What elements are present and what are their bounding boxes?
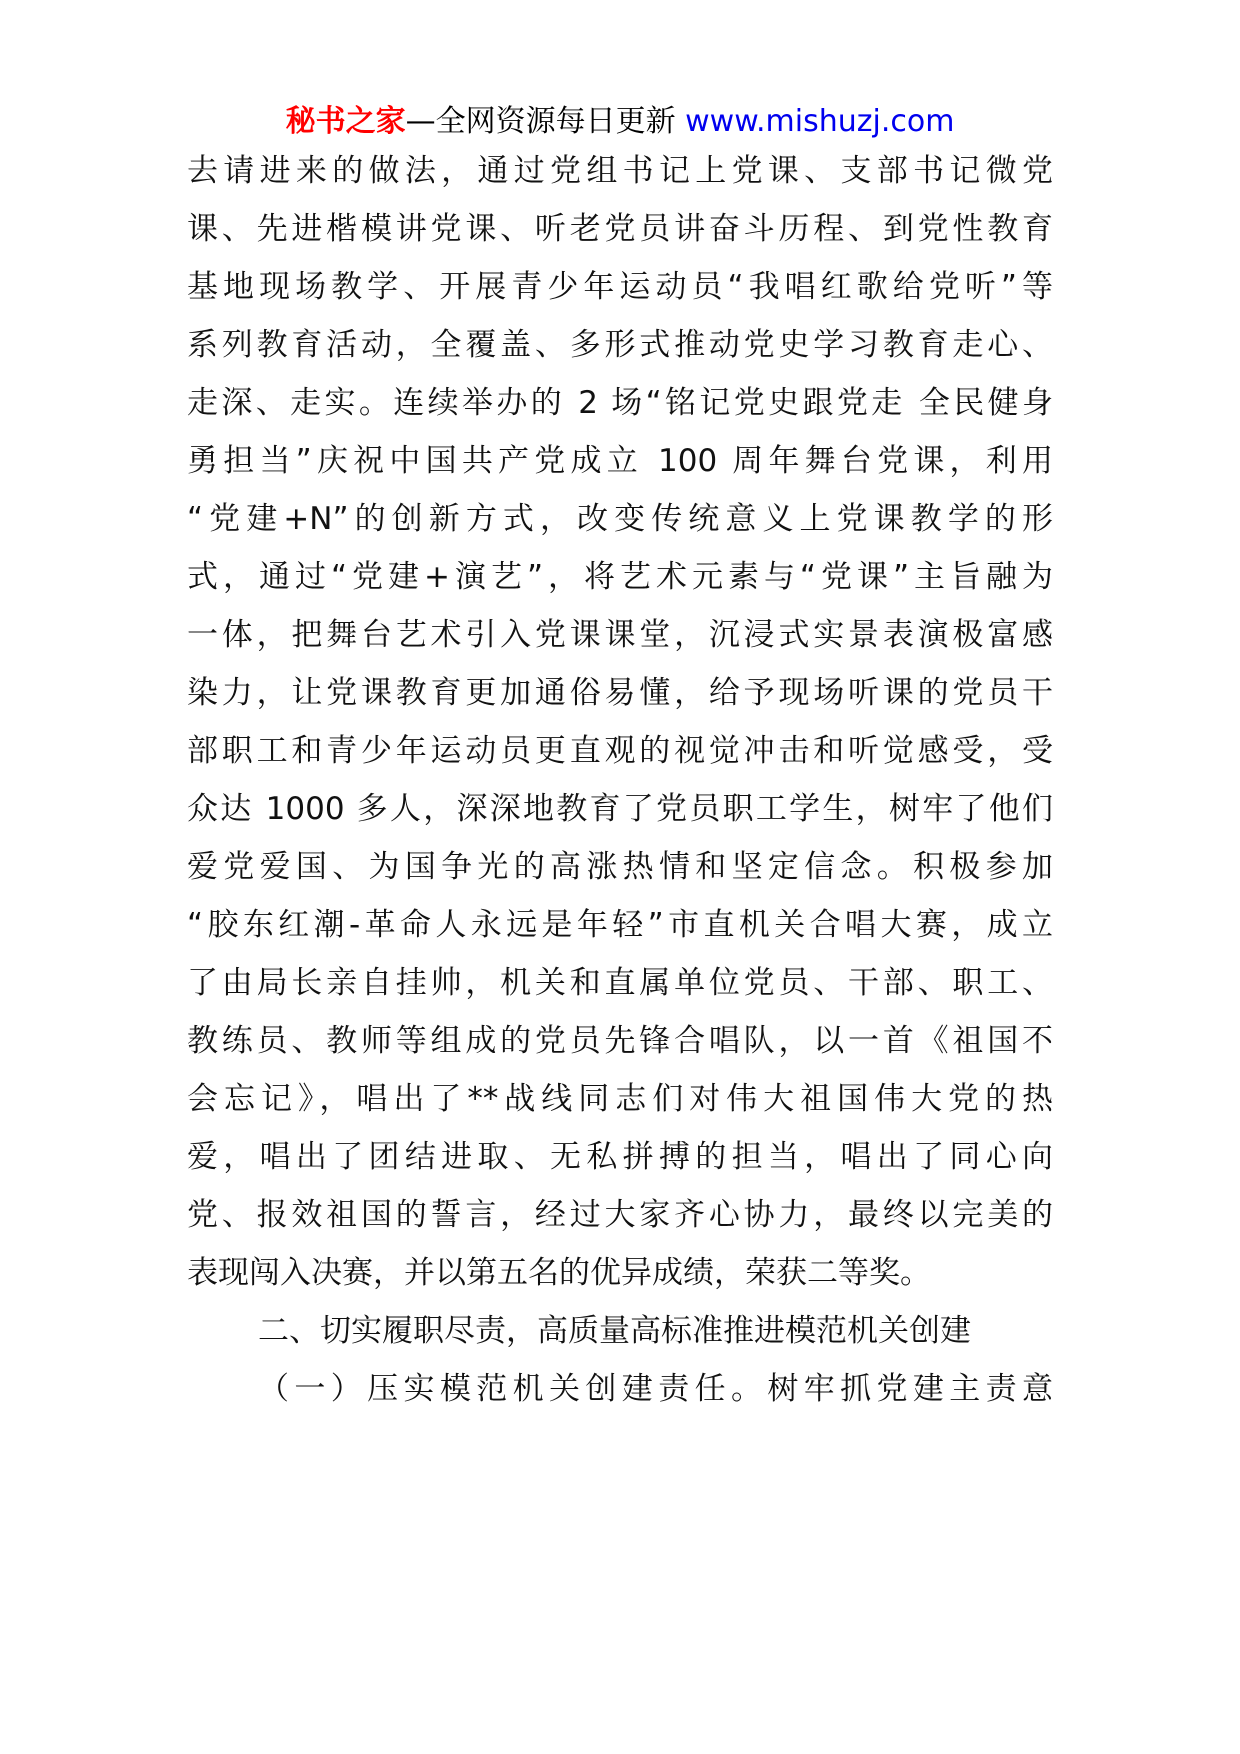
paragraph-line: “胶东红潮-革命人永远是年轻”市直机关合唱大赛，成立 <box>187 907 1053 943</box>
site-header <box>0 100 1240 144</box>
paragraph-line: 勇担当”庆祝中国共产党成立 100 周年舞台党课，利用 <box>187 443 1053 479</box>
paragraph-line: 一体，把舞台艺术引入党课课堂，沉浸式实景表演极富感 <box>187 617 1053 653</box>
site-url-link[interactable]: www.mishuzj.com <box>685 104 955 139</box>
paragraph-line: 表现闯入决赛，并以第五名的优异成绩，荣获二等奖。 <box>187 1255 931 1291</box>
subsection-line: （一）压实模范机关创建责任。树牢抓党建主责意 <box>258 1371 1053 1407</box>
paragraph-line: 爱党爱国、为国争光的高涨热情和坚定信念。积极参加 <box>187 849 1053 885</box>
paragraph-line: 系列教育活动，全覆盖、多形式推动党史学习教育走心、 <box>187 327 1053 363</box>
paragraph-line: 爱，唱出了团结进取、无私拼搏的担当，唱出了同心向 <box>187 1139 1053 1175</box>
paragraph-line: “党建+N”的创新方式，改变传统意义上党课教学的形 <box>187 501 1053 537</box>
section-heading: 二、切实履职尽责，高质量高标准推进模范机关创建 <box>258 1313 971 1349</box>
paragraph-line: 式，通过“党建+演艺”，将艺术元素与“党课”主旨融为 <box>187 559 1053 595</box>
paragraph-line: 染力，让党课教育更加通俗易懂，给予现场听课的党员干 <box>187 675 1053 711</box>
paragraph-line: 课、先进楷模讲党课、听老党员讲奋斗历程、到党性教育 <box>187 211 1053 247</box>
paragraph-line: 教练员、教师等组成的党员先锋合唱队，以一首《祖国不 <box>187 1023 1053 1059</box>
paragraph-line: 会忘记》，唱出了**战线同志们对伟大祖国伟大党的热 <box>187 1081 1053 1117</box>
paragraph-line: 众达 1000 多人，深深地教育了党员职工学生，树牢了他们 <box>187 791 1053 827</box>
header-tagline: —全网资源每日更新 <box>405 104 686 139</box>
paragraph-line: 党、报效祖国的誓言，经过大家齐心协力，最终以完美的 <box>187 1197 1053 1233</box>
paragraph-line: 去请进来的做法，通过党组书记上党课、支部书记微党 <box>187 153 1053 189</box>
paragraph-line: 走深、走实。连续举办的 2 场“铭记党史跟党走 全民健身 <box>187 385 1053 421</box>
paragraph-line: 了由局长亲自挂帅，机关和直属单位党员、干部、职工、 <box>187 965 1053 1001</box>
paragraph-line: 基地现场教学、开展青少年运动员“我唱红歌给党听”等 <box>187 269 1053 305</box>
brand-name: 秘书之家 <box>285 104 406 139</box>
paragraph-line: 部职工和青少年运动员更直观的视觉冲击和听觉感受，受 <box>187 733 1053 769</box>
